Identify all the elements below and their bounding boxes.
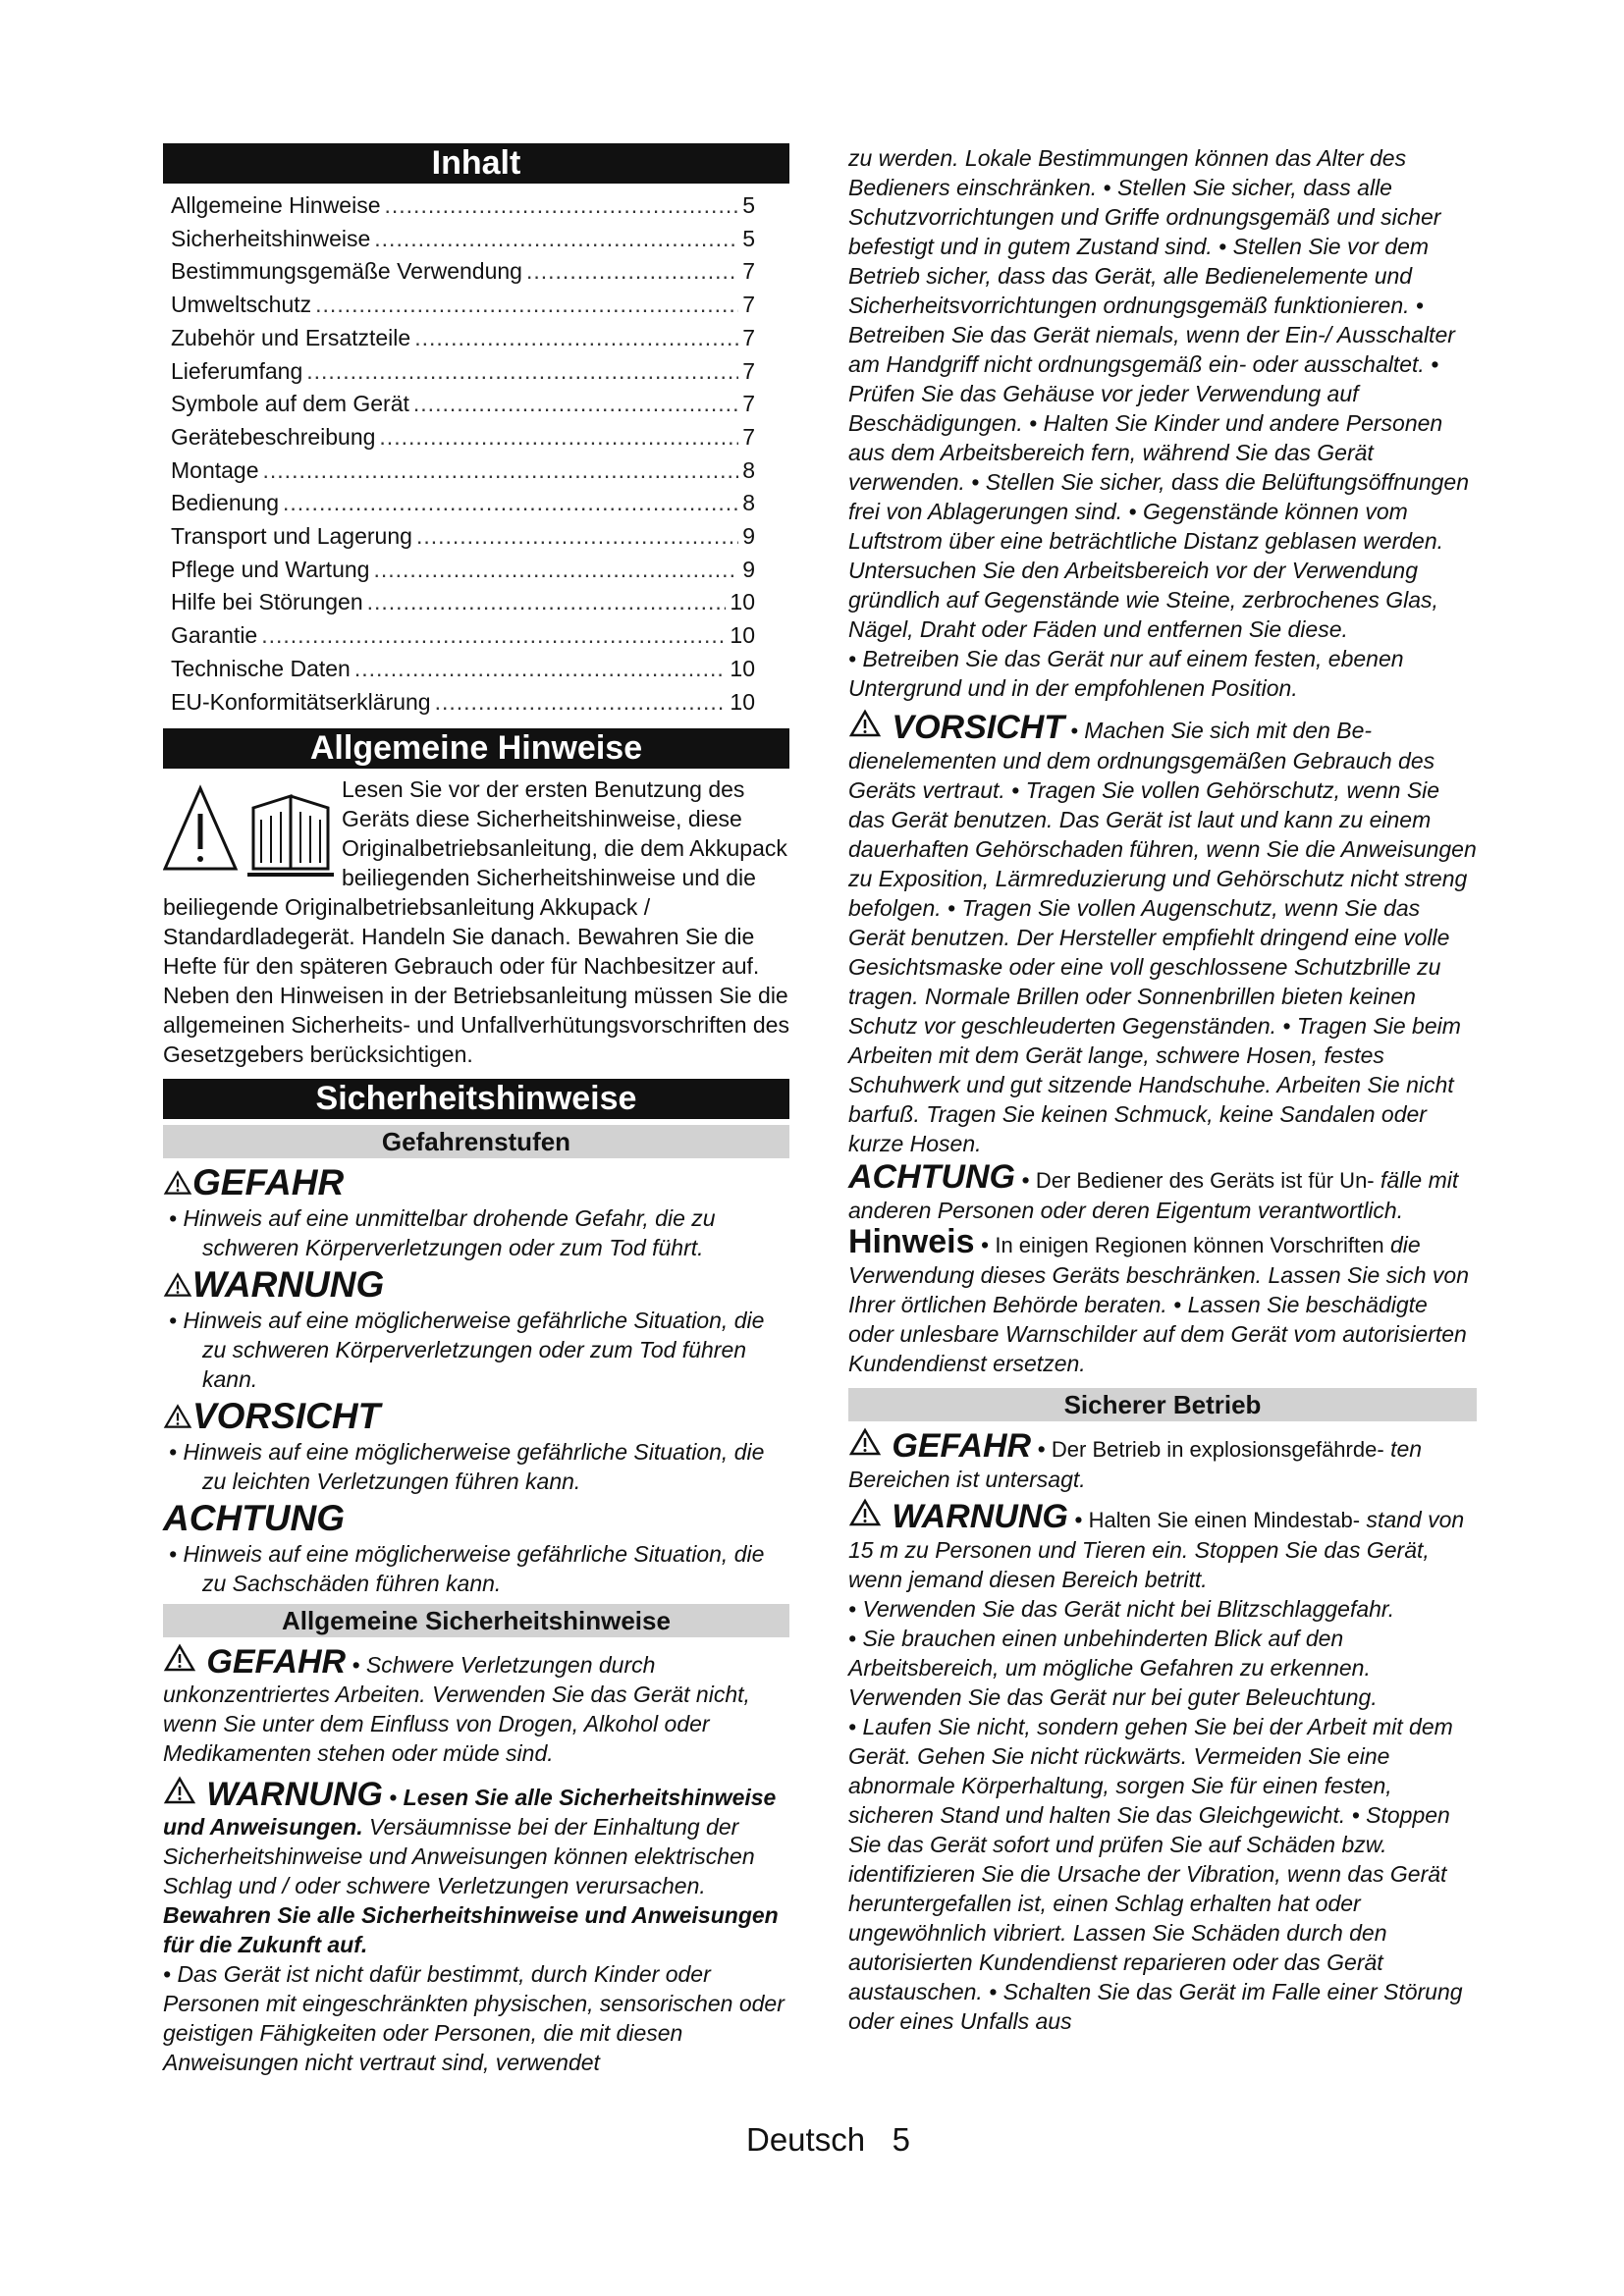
- toc-entry: [163, 255, 755, 289]
- toc-entry-title: Bedienung: [171, 490, 279, 516]
- warning-triangle-icon: [163, 1643, 196, 1673]
- hazard-level-desc: Hinweis auf eine unmittelbar drohende Gefahr, die zu schweren Körperverletzungen oder zum Tod führt.: [183, 1205, 716, 1261]
- toc-entry-page: 8: [742, 456, 755, 483]
- toc-entry-title: Lieferumfang: [171, 357, 303, 384]
- hazard-level-label: [163, 1396, 789, 1437]
- toc-entry-title: Transport und Lagerung: [171, 523, 412, 550]
- levels-heading: Gefahrenstufen: [163, 1125, 789, 1158]
- hazard-level-desc: Hinweis auf eine möglicherweise gefährliche Situation, die zu schweren Körperverletzungen oder zum Tod führen kann.: [183, 1308, 765, 1393]
- toc-leader: [315, 289, 738, 322]
- hazard-level-name: ACHTUNG: [163, 1498, 345, 1539]
- safe-bullet-3: • Laufen Sie nicht, sondern gehen Sie bei der Arbeit mit dem Gerät. Gehen Sie nicht rückwärts. Vermeiden Sie eine abnormale Körperhaltung, sorgen Sie für einen festen, sicheren Stand und halten Sie das Gleichgewicht. • Stoppen Sie das Gerät sofort und prüfen Sie auf Schäden bzw. identifizieren Sie die Ursache der Vibration, wenn das Gerät heruntergefallen ist, einen Schlag erhalten hat oder ungewöhnlich vibriert. Lassen Sie Schäden durch den autorisierten Kundendienst reparieren oder das Gerät austauschen. • Schalten Sie das Gerät im Falle einer Störung oder eines Unfalls aus: [848, 1714, 1463, 2034]
- warnung-text-1: Versäumnisse bei der Einhaltung der Sicherheitshinweise und Anweisungen können elektrischen Schlag und / oder schwere Verletzungen verursachen.: [163, 1814, 755, 1899]
- hazard-level-text: • Hinweis auf eine möglicherweise gefährliche Situation, die zu Sachschäden führen kann.: [169, 1541, 765, 1597]
- general-section: [163, 774, 789, 1069]
- safe-bullet-2: • Sie brauchen einen unbehinderten Blick auf den Arbeitsbereich, um mögliche Gefahren zu erkennen. Verwenden Sie das Gerät nur bei guter Beleuchtung.: [848, 1626, 1378, 1710]
- toc-entry-page: 10: [730, 589, 755, 615]
- general-paragraph-2: Neben den Hinweisen in der Betriebsanleitung müssen Sie die allgemeinen Sicherheits- und Unfallverhütungsvorschriften des Gesetzgebers berücksichtigen.: [163, 983, 789, 1068]
- safe-operation-heading: Sicherer Betrieb: [848, 1388, 1477, 1421]
- warnung-text-2-part-a: • Das Gerät ist nicht dafür bestimmt, durch Kinder oder Personen mit eingeschränkten physischen, sensorischen oder geistigen Fähigkeiten oder Personen, die mit diesen Anweisungen nicht vertraut sind, verwendet: [163, 1961, 785, 2076]
- safe-bullet-1: • Verwenden Sie das Gerät nicht bei Blitzschlaggefahr.: [848, 1596, 1395, 1622]
- achtung-label: ACHTUNG: [848, 1158, 1015, 1196]
- warning-triangle-icon: [163, 1403, 192, 1430]
- toc-leader: [354, 653, 727, 686]
- toc-entry-page: 9: [742, 556, 755, 582]
- hazard-level-text: • Hinweis auf eine möglicherweise gefährliche Situation, die zu leichten Verletzungen führen kann.: [169, 1439, 765, 1495]
- toc-leader: [379, 421, 738, 454]
- toc-entry-title: Technische Daten: [171, 655, 351, 681]
- toc-entry-title: EU-Konformitätserklärung: [171, 688, 431, 715]
- safe-warnung-text: stand von 15 m zu Personen und Tieren ein. Stoppen Sie das Gerät, wenn jemand diesen Bereich betritt.: [848, 1507, 1465, 1592]
- toc-entry: [163, 586, 755, 619]
- warning-triangle-icon: [848, 1498, 882, 1527]
- toc-entry: [163, 388, 755, 421]
- toc-entry: [163, 554, 755, 587]
- hazard-level-label: [163, 1264, 789, 1306]
- safety-heading: Sicherheitshinweise: [163, 1079, 789, 1119]
- hinweis-label: Hinweis: [848, 1223, 975, 1260]
- general-gefahr-block: GEFAHR • Schwere Verletzungen durch unkonzentriertes Arbeiten. Verwenden Sie das Gerät nicht, wenn Sie unter dem Einfluss von Drogen, Alkohol oder Medikamenten stehen oder müde sind.: [163, 1643, 750, 1767]
- toc-entry: [163, 322, 755, 355]
- page-footer: [746, 2120, 910, 2160]
- gefahr-label: GEFAHR: [206, 1643, 347, 1682]
- safe-gefahr-text: ten Bereichen ist untersagt.: [848, 1436, 1423, 1492]
- warning-triangle-icon: [848, 709, 882, 738]
- warnung-continued-right: [848, 143, 1477, 644]
- toc-leader: [374, 223, 738, 256]
- hazard-level-text: • Hinweis auf eine möglicherweise gefährliche Situation, die zu schweren Körperverletzungen oder zum Tod führen kann.: [169, 1308, 765, 1393]
- right-column: [848, 143, 1477, 2036]
- hinweis-block: Hinweis • In einigen Regionen können Vorschriften die Verwendung dieses Geräts beschränken. Lassen Sie sich von Ihrer örtlichen Behörde beraten. • Lassen Sie beschädigte oder unlesbare Warnschilder auf dem Gerät vom autorisierten Kundendienst ersetzen.: [848, 1223, 1470, 1376]
- warnung-label: WARNUNG: [206, 1776, 383, 1814]
- safe-gefahr-first: Der Betrieb in explosionsgefährde-: [1051, 1437, 1384, 1462]
- toc-entry-page: 8: [742, 490, 755, 516]
- warnung-bold-2: Bewahren Sie alle Sicherheitshinweise und Anweisungen für die Zukunft auf.: [163, 1902, 779, 1958]
- toc-entry-page: 10: [730, 622, 755, 649]
- toc-entry-title: Hilfe bei Störungen: [171, 589, 363, 615]
- toc-entry-title: Zubehör und Ersatzteile: [171, 324, 411, 350]
- toc-entry-page: 9: [742, 523, 755, 550]
- hazard-level-name: GEFAHR: [192, 1162, 345, 1203]
- toc-entry-title: Montage: [171, 456, 259, 483]
- general-warnung-block: WARNUNG • Lesen Sie alle Sicherheitshinweise und Anweisungen. Versäumnisse bei der Einhaltung der Sicherheitshinweise und Anweisungen können elektrischen Schlag und / oder schwere Verletzungen verursachen. Bewahren Sie alle Sicherheitshinweise und Anweisungen für die Zukunft auf.: [163, 1776, 779, 1958]
- toc-leader: [306, 355, 738, 389]
- warnung-bold-1: Lesen Sie alle Sicherheitshinweise und Anweisungen.: [163, 1785, 777, 1841]
- levels-list: [163, 1162, 789, 1598]
- footer-language: Deutsch: [746, 2121, 866, 2158]
- safe-bullet-3-text: Laufen Sie nicht, sondern gehen Sie bei der Arbeit mit dem Gerät. Gehen Sie nicht rückwärts. Vermeiden Sie eine abnormale Körperhaltung, sorgen Sie für einen festen, sicheren Stand und halten Sie das Gleichgewicht. • Stoppen Sie das Gerät sofort und prüfen Sie auf Schäden bzw. identifizieren Sie die Ursache der Vibration, wenn das Gerät heruntergefallen ist, einen Schlag erhalten hat oder ungewöhnlich vibriert. Lassen Sie Schäden durch den autorisierten Kundendienst reparieren oder das Gerät austauschen. • Schalten Sie das Gerät im Falle einer Störung oder eines Unfalls aus: [848, 1714, 1463, 2034]
- safe-warnung-block: WARNUNG • Halten Sie einen Mindestab- stand von 15 m zu Personen und Tieren ein. Stoppen Sie das Gerät, wenn jemand diesen Bereich betritt.: [848, 1498, 1465, 1592]
- toc-entry-page: 7: [742, 391, 755, 417]
- hazard-level-label: [163, 1498, 789, 1539]
- toc-entry-page: 5: [742, 192, 755, 218]
- toc-heading: Inhalt: [163, 143, 789, 184]
- achtung-block: ACHTUNG • Der Bediener des Geräts ist für Un- fälle mit anderen Personen oder deren Eigentum verantwortlich.: [848, 1158, 1459, 1223]
- hazard-level-label: [163, 1162, 789, 1203]
- hinweis-first: In einigen Regionen können Vorschriften: [995, 1233, 1384, 1257]
- toc-entry-title: Symbole auf dem Gerät: [171, 391, 409, 417]
- safe-warnung-first: Halten Sie einen Mindestab-: [1088, 1508, 1361, 1532]
- toc-leader: [373, 554, 738, 587]
- toc-entry-page: 10: [730, 688, 755, 715]
- toc-list: [163, 189, 789, 719]
- hazard-level-name: WARNUNG: [192, 1264, 385, 1306]
- toc-leader: [367, 586, 727, 619]
- toc-leader: [413, 388, 738, 421]
- vorsicht-text: dienelementen und dem ordnungsgemäßen Gebrauch des Geräts vertraut. • Tragen Sie vollen Gehörschutz, wenn Sie das Gerät benutzen. Das Gerät ist laut und kann zu einem dauerhaften Gehörschaden führen, wenn Sie die Anweisungen zu Exposition, Lärmreduzierung und Gehörschutz nicht streng befolgen. • Tragen Sie vollen Augenschutz, wenn Sie das Gerät benutzen. Der Hersteller empfiehlt dringend eine volle Gesichtsmaske oder eine voll geschlossene Schutzbrille zu tragen. Normale Brillen oder Sonnenbrillen bieten keinen Schutz vor geschleuderten Gegenständen. • Tragen Sie beim Arbeiten mit dem Gerät lange, schwere Hosen, festes Schuhwerk und gut sitzende Handschuhe. Arbeiten Sie nicht barfuß. Tragen Sie keinen Schmuck, keine Sandalen oder kurze Hosen.: [848, 748, 1477, 1156]
- hinweis-text: die Verwendung dieses Geräts beschränken. Lassen Sie sich von Ihrer örtlichen Behörde beraten. • Lassen Sie beschädigte oder unlesbare Warnschilder auf dem Gerät vom autorisierten Kundendienst ersetzen.: [848, 1232, 1470, 1376]
- toc-entry: [163, 653, 755, 686]
- toc-entry-title: Bestimmungsgemäße Verwendung: [171, 258, 522, 285]
- toc-entry: [163, 355, 755, 389]
- toc-leader: [435, 686, 727, 720]
- toc-entry-page: 7: [742, 357, 755, 384]
- toc-entry-page: 7: [742, 423, 755, 450]
- toc-leader: [526, 255, 738, 289]
- gefahr-text: Schwere Verletzungen durch unkonzentriertes Arbeiten. Verwenden Sie das Gerät nicht, wenn Sie unter dem Einfluss von Drogen, Alkohol oder Medikamenten stehen oder müde sind.: [163, 1652, 750, 1767]
- toc-entry-title: Garantie: [171, 622, 258, 649]
- hazard-level-desc: Hinweis auf eine möglicherweise gefährliche Situation, die zu Sachschäden führen kann.: [183, 1541, 765, 1597]
- vorsicht-block: VORSICHT • Machen Sie sich mit den Be- dienelementen und dem ordnungsgemäßen Gebrauch des Geräts vertraut. • Tragen Sie vollen Gehörschutz, wenn Sie das Gerät benutzen. Das Gerät ist laut und kann zu einem dauerhaften Gehörschaden führen, wenn Sie die Anweisungen zu Exposition, Lärmreduzierung und Gehörschutz nicht streng befolgen. • Tragen Sie vollen Augenschutz, wenn Sie das Gerät benutzen. Der Hersteller empfiehlt dringend eine volle Gesichtsmaske oder eine voll geschlossene Schutzbrille zu tragen. Normale Brillen oder Sonnenbrillen bieten keinen Schutz vor geschleuderten Gegenständen. • Tragen Sie beim Arbeiten mit dem Gerät lange, schwere Hosen, festes Schuhwerk und gut sitzende Handschuhe. Arbeiten Sie nicht barfuß. Tragen Sie keinen Schmuck, keine Sandalen oder kurze Hosen.: [848, 709, 1477, 1156]
- toc-leader: [263, 454, 739, 488]
- general-heading: Allgemeine Hinweise: [163, 728, 789, 769]
- safe-gefahr-block: GEFAHR • Der Betrieb in explosionsgefährde- ten Bereichen ist untersagt.: [848, 1427, 1423, 1492]
- toc-entry-page: 5: [742, 225, 755, 251]
- toc-entry: [163, 289, 755, 322]
- achtung-first: Der Bediener des Geräts ist für Un-: [1035, 1168, 1375, 1193]
- safe-bullet-2-text: Sie brauchen einen unbehinderten Blick auf den Arbeitsbereich, um mögliche Gefahren zu erkennen. Verwenden Sie das Gerät nur bei guter Beleuchtung.: [848, 1626, 1378, 1710]
- toc-entry-title: Gerätebeschreibung: [171, 423, 376, 450]
- toc-entry-title: Pflege und Wartung: [171, 556, 370, 582]
- warnung-text-3: Betreiben Sie das Gerät nur auf einem festen, ebenen Untergrund und in der empfohlenen Position.: [848, 646, 1404, 701]
- toc-leader: [416, 520, 738, 554]
- toc-entry-title: Umweltschutz: [171, 292, 312, 318]
- warning-triangle-icon: [163, 1169, 192, 1197]
- toc-entry-title: Allgemeine Hinweise: [171, 192, 381, 218]
- hazard-level-name: VORSICHT: [192, 1396, 381, 1437]
- hazard-level-desc: Hinweis auf eine möglicherweise gefährliche Situation, die zu leichten Verletzungen führen kann.: [183, 1439, 765, 1495]
- toc-leader: [283, 487, 738, 520]
- warning-triangle-icon: [163, 1776, 196, 1805]
- hazard-level-text: • Hinweis auf eine unmittelbar drohende Gefahr, die zu schweren Körperverletzungen oder zum Tod führt.: [169, 1205, 716, 1261]
- warnung-last-bullet: • Betreiben Sie das Gerät nur auf einem festen, ebenen Untergrund und in der empfohlenen Position.: [848, 646, 1404, 701]
- safe-warnung-label: WARNUNG: [892, 1498, 1068, 1535]
- warnung-continued-left: [163, 1959, 789, 2077]
- achtung-text: fälle mit anderen Personen oder deren Eigentum verantwortlich.: [848, 1167, 1459, 1223]
- warning-triangle-icon: [163, 1271, 192, 1299]
- toc-entry-page: 10: [730, 655, 755, 681]
- toc-leader: [414, 322, 738, 355]
- toc-entry-page: 7: [742, 324, 755, 350]
- vorsicht-label: VORSICHT: [892, 709, 1065, 746]
- toc-entry: [163, 421, 755, 454]
- toc-entry: [163, 619, 755, 653]
- toc-entry: [163, 686, 755, 720]
- toc-entry-page: 7: [742, 292, 755, 318]
- toc-entry-title: Sicherheitshinweise: [171, 225, 371, 251]
- toc-leader: [385, 189, 739, 223]
- toc-entry: [163, 487, 755, 520]
- toc-entry: [163, 223, 755, 256]
- general-safety-heading: Allgemeine Sicherheitshinweise: [163, 1604, 789, 1637]
- general-paragraph-1: Lesen Sie vor der ersten Benutzung des Geräts diese Sicherheitshinweise, diese Originalbetriebsanleitung, die dem Akkupack beiliegenden Sicherheitshinweise und die beiliegende Originalbetriebsanleitung Akkupack / Standardladegerät. Handeln Sie danach. Bewahren Sie die Hefte für den späteren Gebrauch oder für Nachbesitzer auf.: [163, 776, 787, 980]
- warnung-text-2-part-b: zu werden. Lokale Bestimmungen können das Alter des Bedieners einschränken. • Stellen Sie sicher, dass alle Schutzvorrichtungen und Griffe ordnungsgemäß und sicher befestigt und in gutem Zustand sind. • Stellen Sie vor dem Betrieb sicher, dass das Gerät, alle Bedienelemente und Sicherheitsvorrichtungen ordnungsgemäß funktionieren. • Betreiben Sie das Gerät niemals, wenn der Ein-/ Ausschalter am Handgriff nicht ordnungsgemäß ein- oder ausschaltet. • Prüfen Sie das Gehäuse vor jeder Verwendung auf Beschädigungen. • Halten Sie Kinder und andere Personen aus dem Arbeitsbereich fern, während Sie das Gerät verwenden. • Stellen Sie sicher, dass die Belüftungsöffnungen frei von Ablagerungen sind. • Gegenstände können vom Luftstrom über eine beträchtliche Distanz geblasen werden. Untersuchen Sie den Arbeitsbereich vor der Verwendung gründlich auf Gegenstände wie Steine, zerbrochenes Glas, Nägel, Draht oder Fäden und entfernen Sie diese.: [848, 145, 1470, 642]
- safe-bullet-1-text: Verwenden Sie das Gerät nicht bei Blitzschlaggefahr.: [862, 1596, 1395, 1622]
- toc-entry: [163, 189, 755, 223]
- warning-and-manual-icon: [163, 778, 336, 884]
- toc-entry: [163, 454, 755, 488]
- safe-gefahr-label: GEFAHR: [892, 1427, 1032, 1465]
- left-column: [163, 143, 789, 2077]
- warning-triangle-icon: [848, 1427, 882, 1457]
- toc-entry: [163, 520, 755, 554]
- toc-leader: [261, 619, 726, 653]
- vorsicht-first: Machen Sie sich mit den Be-: [1084, 718, 1373, 743]
- toc-entry-page: 7: [742, 258, 755, 285]
- footer-page-number: 5: [892, 2121, 910, 2158]
